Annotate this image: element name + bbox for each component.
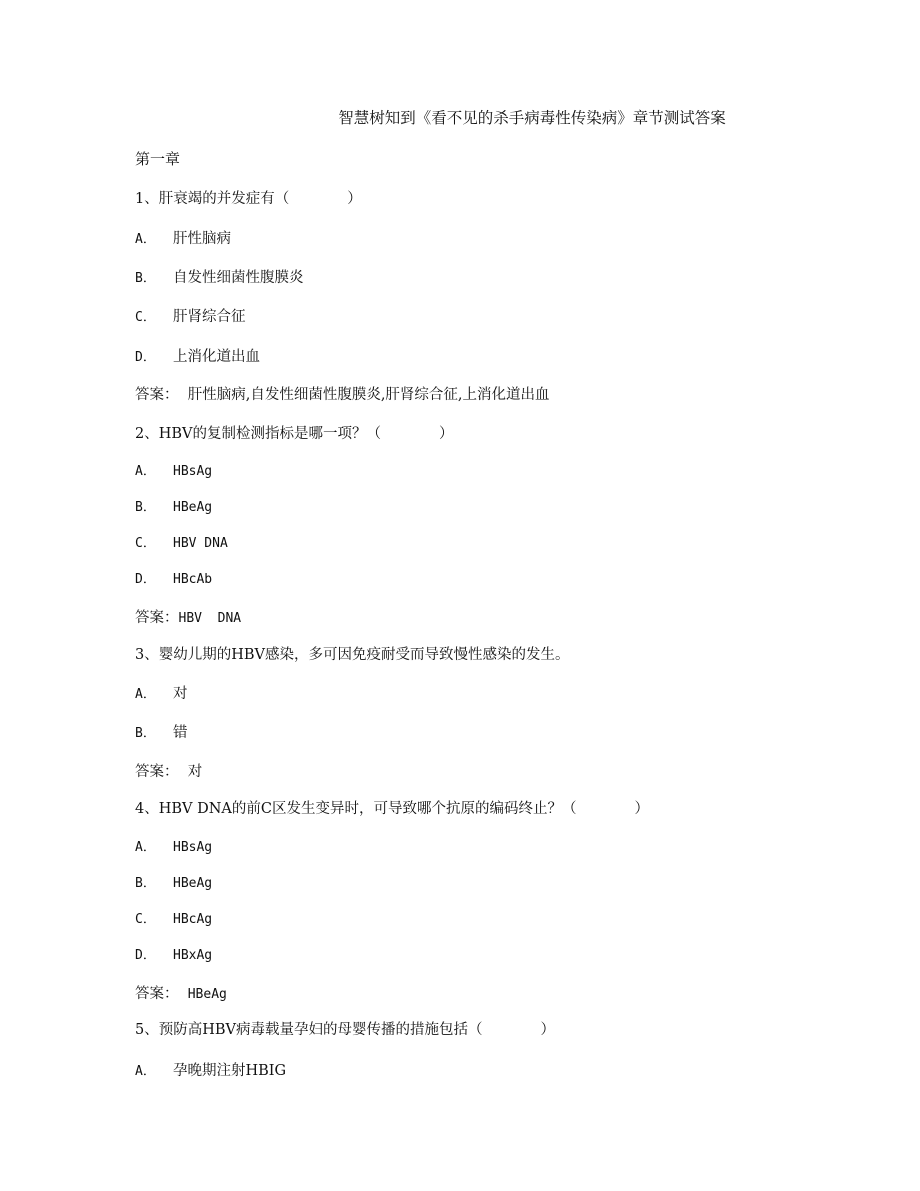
question-2-option-d: D． HBcAb: [135, 572, 213, 587]
question-4-stem: 4、HBV DNA的前C区发生变异时，可导致哪个抗原的编码终止？（ ）: [135, 801, 649, 817]
question-4-answer: 答案： HBeAg: [135, 986, 227, 1002]
document-title: 智慧树知到《看不见的杀手病毒性传染病》章节测试答案: [338, 109, 726, 127]
question-1-option-c: C． 肝肾综合征: [135, 309, 246, 325]
question-4-option-a: A． HBsAg: [135, 840, 213, 855]
question-1-option-b: B． 自发性细菌性腹膜炎: [135, 270, 304, 286]
question-2-option-c: C． HBV DNA: [135, 536, 228, 551]
question-2-option-a: A． HBsAg: [135, 464, 213, 479]
question-1-answer: 答案： 肝性脑病,自发性细菌性腹膜炎,肝肾综合征,上消化道出血: [135, 387, 550, 403]
question-3-answer: 答案： 对: [135, 764, 203, 780]
question-2-answer: 答案：HBV DNA: [135, 610, 242, 626]
question-4-option-c: C． HBcAg: [135, 912, 213, 927]
question-3-option-b: B． 错: [135, 725, 188, 741]
question-3-option-a: A． 对: [135, 686, 188, 702]
chapter-heading: 第一章: [135, 150, 181, 168]
question-5-option-a: A． 孕晚期注射HBIG: [135, 1063, 287, 1079]
question-1-option-d: D． 上消化道出血: [135, 349, 260, 365]
question-4-option-d: D． HBxAg: [135, 948, 213, 963]
question-3-stem: 3、婴幼儿期的HBV感染，多可因免疫耐受而导致慢性感染的发生。: [135, 647, 570, 663]
question-2-option-b: B． HBeAg: [135, 500, 213, 515]
question-4-option-b: B． HBeAg: [135, 876, 213, 891]
question-5-stem: 5、预防高HBV病毒载量孕妇的母婴传播的措施包括（ ）: [135, 1022, 555, 1038]
question-1-stem: 1、肝衰竭的并发症有（ ）: [135, 191, 362, 207]
question-2-stem: 2、HBV的复制检测指标是哪一项？（ ）: [135, 426, 454, 442]
question-1-option-a: A． 肝性脑病: [135, 231, 231, 247]
